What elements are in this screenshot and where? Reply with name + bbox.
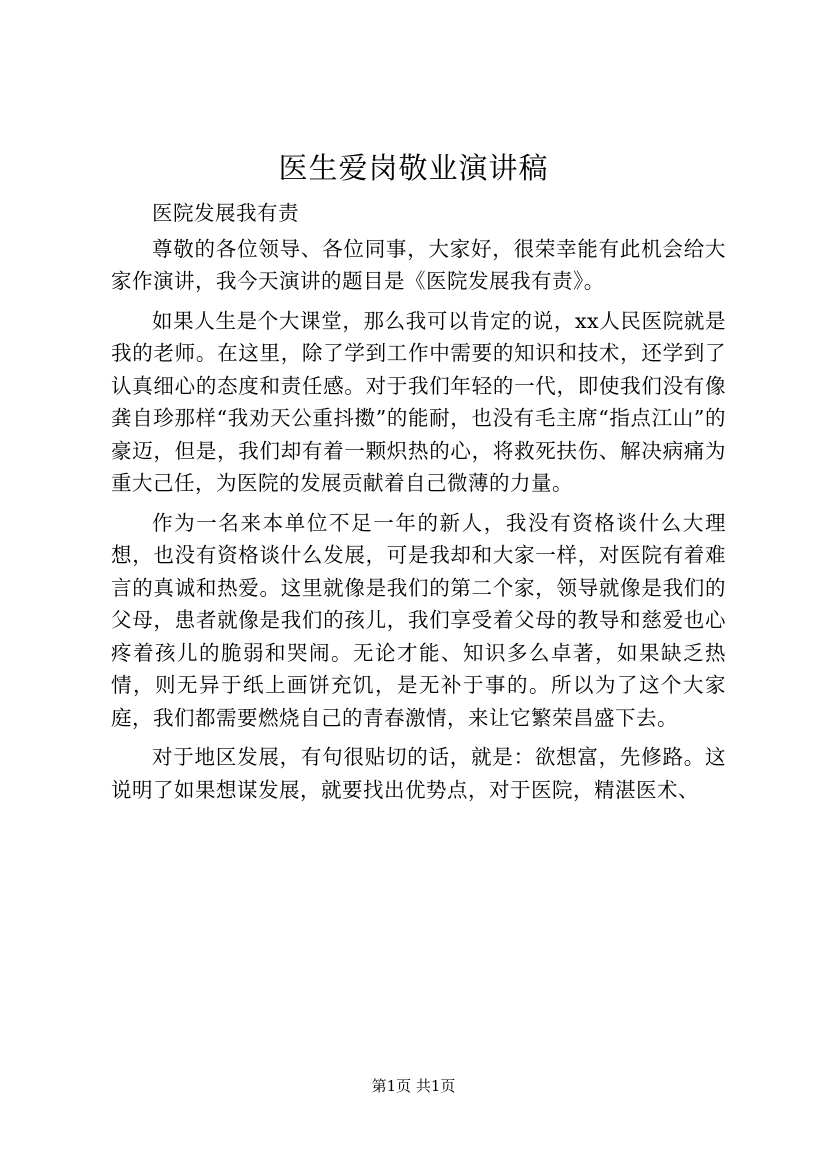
speech-subtitle: 医院发展我有责 bbox=[152, 201, 299, 225]
document-title: 医生爱岗敬业演讲稿 bbox=[278, 151, 549, 185]
paragraph-classroom: 如果人生是个大课堂，那么我可以肯定的说，xx人民医院就是我的老师。在这里，除了学到工作中需要的知识和技术，还学到了认真细心的态度和责任感。对于我们年轻的一代，即使我们没有像龚自珍那样“我劝天公重抖擞”的能耐，也没有毛主席“指点江山”的豪迈，但是，我们却有着一颗炽热的心，将救死扶伤、解决病痛为重大己任，为医院的发展贡献着自己微薄的力量。 bbox=[111, 308, 726, 495]
paragraph-newcomer: 作为一名来本单位不足一年的新人，我没有资格谈什么大理想，也没有资格谈什么发展，可是我却和大家一样，对医院有着难言的真诚和热爱。这里就像是我们的第二个家，领导就像是我们的父母，患者就像是我们的孩儿，我们享受着父母的教导和慈爱也心疼着孩儿的脆弱和哭闹。无论才能、知识多么卓著，如果缺乏热情，则无异于纸上画饼充饥，是无补于事的。所以为了这个大家庭，我们都需要燃烧自己的青春激情，来让它繁荣昌盛下去。 bbox=[111, 510, 726, 730]
document-body bbox=[111, 197, 726, 813]
page-footer: 第1页 共1页 bbox=[371, 1077, 456, 1095]
paragraph-greeting: 尊敬的各位领导、各位同事，大家好，很荣幸能有此机会给大家作演讲，我今天演讲的题目是《医院发展我有责》。 bbox=[111, 236, 726, 293]
paragraph-development: 对于地区发展，有句很贴切的话，就是：欲想富，先修路。这说明了如果想谋发展，就要找出优势点，对于医院，精湛医术、 bbox=[111, 745, 726, 802]
